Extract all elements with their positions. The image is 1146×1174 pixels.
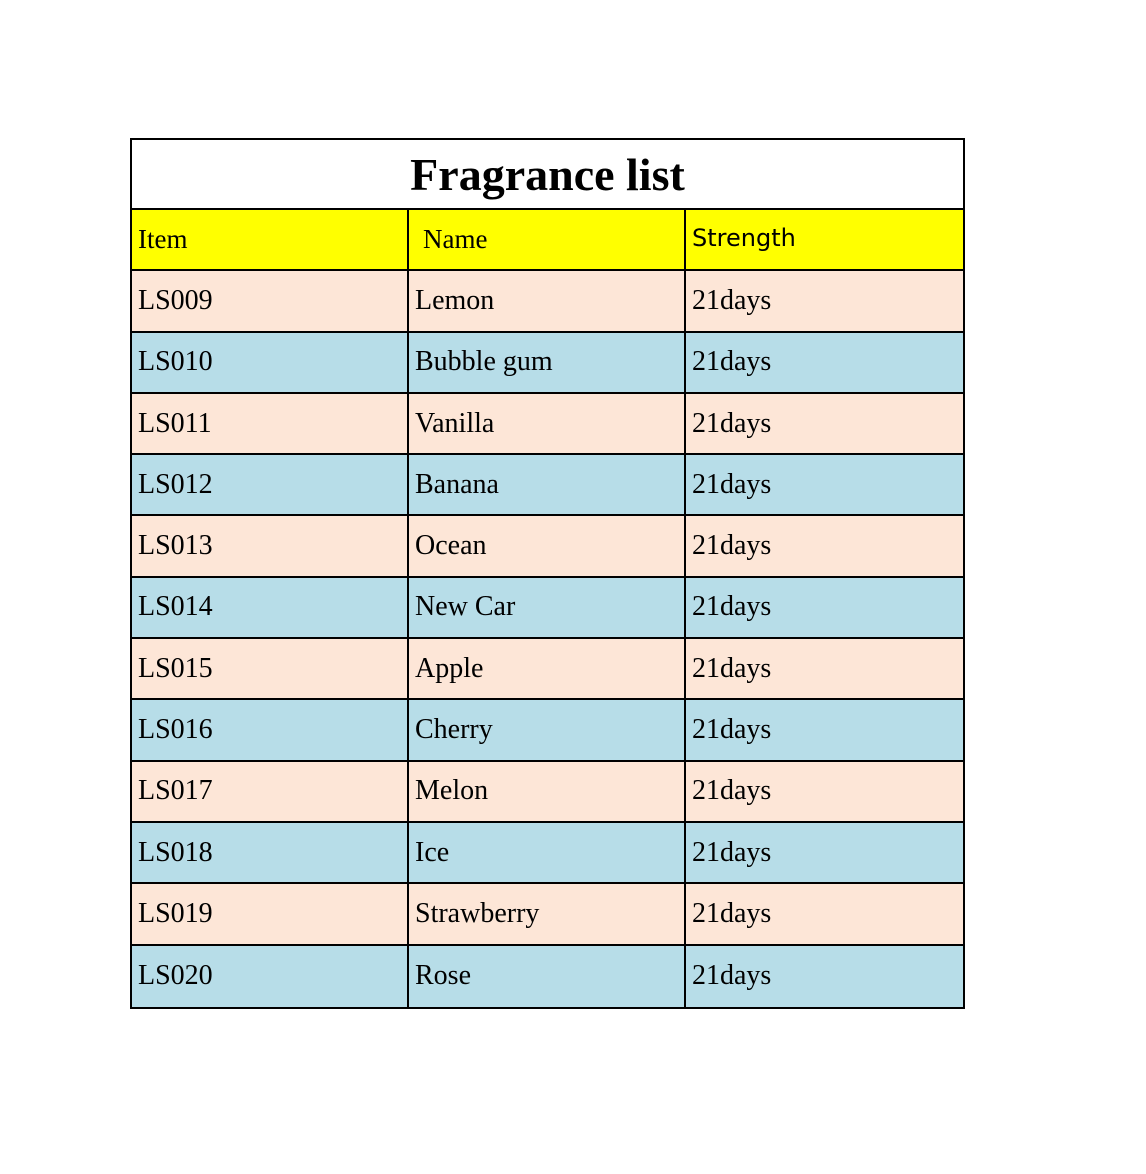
cell-strength: 21days — [686, 762, 963, 823]
cell-strength: 21days — [686, 394, 963, 455]
table-title: Fragrance list — [132, 140, 963, 210]
header-strength: Strength — [686, 210, 963, 271]
cell-strength: 21days — [686, 884, 963, 945]
cell-item: LS011 — [132, 394, 409, 455]
cell-item: LS020 — [132, 946, 409, 1007]
cell-item: LS010 — [132, 333, 409, 394]
cell-item: LS014 — [132, 578, 409, 639]
cell-item: LS019 — [132, 884, 409, 945]
cell-name: Strawberry — [409, 884, 686, 945]
cell-item: LS009 — [132, 271, 409, 332]
cell-name: Rose — [409, 946, 686, 1007]
cell-name: Melon — [409, 762, 686, 823]
cell-item: LS018 — [132, 823, 409, 884]
cell-item: LS013 — [132, 516, 409, 577]
cell-item: LS017 — [132, 762, 409, 823]
header-item: Item — [132, 210, 409, 271]
cell-name: Bubble gum — [409, 333, 686, 394]
cell-name: Vanilla — [409, 394, 686, 455]
cell-strength: 21days — [686, 578, 963, 639]
cell-strength: 21days — [686, 516, 963, 577]
table-grid — [132, 210, 963, 1007]
cell-strength: 21days — [686, 455, 963, 516]
cell-strength: 21days — [686, 700, 963, 761]
cell-name: Cherry — [409, 700, 686, 761]
cell-name: Banana — [409, 455, 686, 516]
cell-item: LS015 — [132, 639, 409, 700]
fragrance-table — [130, 138, 965, 1009]
header-name: Name — [409, 210, 686, 271]
cell-item: LS012 — [132, 455, 409, 516]
cell-strength: 21days — [686, 271, 963, 332]
cell-item: LS016 — [132, 700, 409, 761]
cell-name: New Car — [409, 578, 686, 639]
cell-name: Apple — [409, 639, 686, 700]
cell-strength: 21days — [686, 823, 963, 884]
cell-name: Lemon — [409, 271, 686, 332]
cell-strength: 21days — [686, 639, 963, 700]
cell-name: Ice — [409, 823, 686, 884]
cell-name: Ocean — [409, 516, 686, 577]
cell-strength: 21days — [686, 946, 963, 1007]
cell-strength: 21days — [686, 333, 963, 394]
